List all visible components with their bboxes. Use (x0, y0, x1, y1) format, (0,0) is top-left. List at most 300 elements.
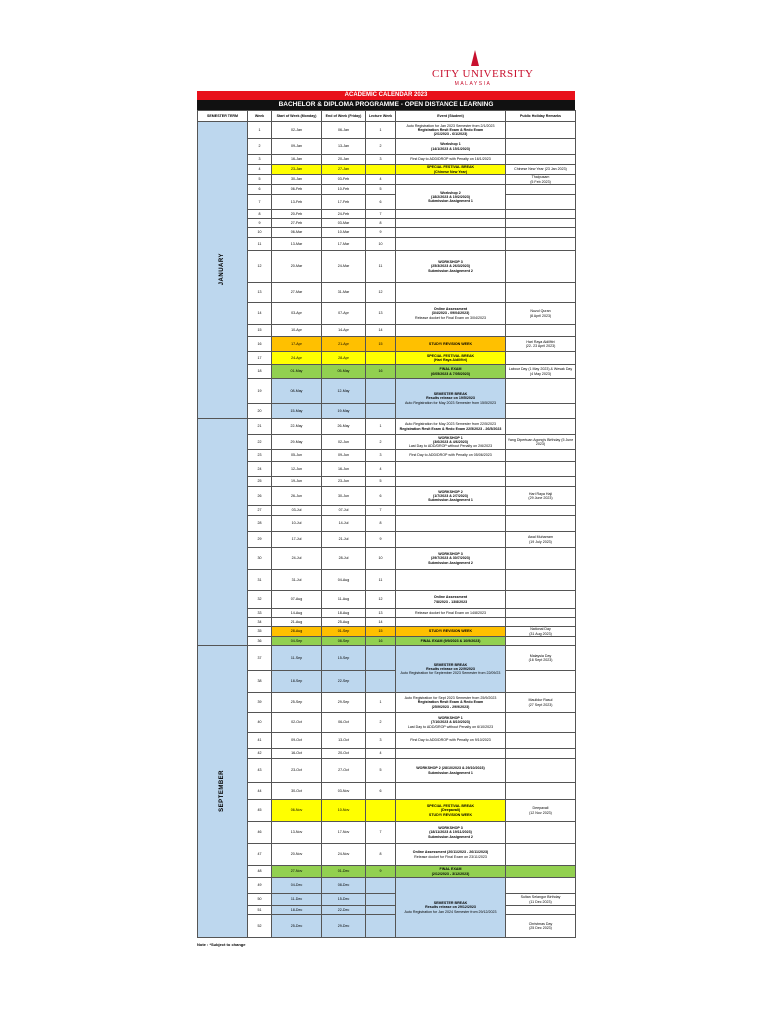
end-cell: 02-Jun (322, 435, 366, 450)
event-line: Submission Assignment 2 (428, 560, 473, 565)
lecture-cell: 12 (366, 283, 396, 303)
lecture-cell: 3 (366, 155, 396, 165)
week-cell: 23 (248, 450, 272, 462)
week-cell: 40 (248, 713, 272, 733)
event-cell (396, 419, 506, 435)
col-public-holiday: Public Holiday Remarks (506, 111, 576, 122)
holiday-line: (31 Aug 2023) (529, 631, 552, 636)
week-cell: 32 (248, 591, 272, 609)
holiday-cell (506, 303, 576, 325)
holiday-cell (506, 844, 576, 866)
end-cell: 26-May (322, 419, 366, 435)
table-row (198, 591, 576, 609)
holiday-cell (506, 618, 576, 627)
event-line: Registration Resit Exam & Redo Exam (417, 700, 484, 705)
table-row (198, 487, 576, 506)
table-row (198, 878, 576, 894)
event-cell (396, 618, 506, 627)
event-cell (396, 866, 506, 878)
holiday-cell (506, 506, 576, 516)
table-row (198, 165, 576, 175)
event-line: Release docket for Final Exam on 23/11/2023 (414, 854, 487, 859)
event-line: Submission Assignment 2 (428, 834, 473, 839)
start-cell: 11-Dec (272, 894, 322, 906)
week-cell: 42 (248, 749, 272, 759)
end-cell: 01-Dec (322, 866, 366, 878)
end-cell: 15-Sep (322, 646, 366, 671)
table-row (198, 783, 576, 800)
lecture-cell: 9 (366, 228, 396, 238)
lecture-cell: 9 (366, 532, 396, 548)
event-line: SPECIAL FESTIVAL BREAK (426, 804, 475, 809)
event-line: Auto Registration for Jan 2023 Semester from 2/1/2023 (406, 123, 495, 128)
footnote: Note : *Subject to change (197, 942, 246, 947)
col-week: Week (248, 111, 272, 122)
holiday-line: Awal Muharram (527, 535, 554, 540)
holiday-cell (506, 175, 576, 185)
end-cell: 24-Nov (322, 844, 366, 866)
table-row (198, 671, 576, 693)
end-cell: 29-Sep (322, 693, 366, 713)
end-cell: 06-Oct (322, 713, 366, 733)
table-row (198, 532, 576, 548)
col-semester-term: SEMESTER TERM (198, 111, 248, 122)
holiday-cell (506, 487, 576, 506)
end-cell: 29-Dec (322, 915, 366, 938)
end-cell: 08-Sep (322, 637, 366, 646)
week-cell: 5 (248, 175, 272, 185)
end-cell: 09-Jun (322, 450, 366, 462)
holiday-cell (506, 570, 576, 591)
week-cell: 46 (248, 822, 272, 844)
event-cell: STUDY/ REVISION WEEK (396, 337, 506, 352)
lecture-cell: 8 (366, 516, 396, 532)
holiday-cell (506, 238, 576, 251)
week-cell: 13 (248, 283, 272, 303)
table-row (198, 506, 576, 516)
start-cell: 27-Nov (272, 866, 322, 878)
table-row (198, 155, 576, 165)
start-cell: 14-Aug (272, 609, 322, 618)
col-lecture-week: Lecture Week (366, 111, 396, 122)
week-cell: 10 (248, 228, 272, 238)
week-cell: 47 (248, 844, 272, 866)
lecture-cell (366, 165, 396, 175)
start-cell: 24-Apr (272, 352, 322, 365)
lecture-cell: 6 (366, 487, 396, 506)
holiday-cell (506, 325, 576, 337)
start-cell: 04-Dec (272, 878, 322, 894)
lecture-cell (366, 906, 396, 915)
start-cell: 20-Nov (272, 844, 322, 866)
week-cell: 24 (248, 462, 272, 477)
holiday-line: (8 April 2023) (529, 313, 552, 318)
table-row (198, 283, 576, 303)
week-cell: 22 (248, 435, 272, 450)
table-row (198, 822, 576, 844)
event-line: (Chinese New Year) (433, 169, 468, 174)
holiday-line: National Day (530, 627, 551, 632)
lecture-cell (366, 878, 396, 894)
holiday-line: (16 Sept 2023) (528, 658, 553, 662)
lecture-cell: 11 (366, 570, 396, 591)
start-cell: 08-May (272, 379, 322, 404)
event-cell (396, 210, 506, 219)
event-line: (18/2/2023 & 19/2/2023) (431, 194, 470, 199)
week-cell: 41 (248, 733, 272, 749)
holiday-cell: Chinese New Year (23 Jan 2023) (506, 165, 576, 175)
start-cell: 17-Apr (272, 337, 322, 352)
holiday-cell (506, 609, 576, 618)
end-cell: 03-Mar (322, 219, 366, 228)
event-cell (396, 532, 506, 548)
holiday-line: (29 June 2023) (528, 496, 553, 500)
end-cell: 01-Sep (322, 627, 366, 637)
table-row (198, 894, 576, 906)
lecture-cell: 2 (366, 139, 396, 155)
end-cell: 03-Nov (322, 783, 366, 800)
event-line: Results release on 29/12/2023 (425, 905, 476, 910)
lecture-cell: 14 (366, 325, 396, 337)
lecture-cell: 1 (366, 122, 396, 139)
table-row (198, 251, 576, 283)
start-cell: 01-May (272, 365, 322, 379)
holiday-line: Christmas Day (528, 921, 553, 926)
event-cell (396, 219, 506, 228)
holiday-cell (506, 219, 576, 228)
end-cell: 12-May (322, 379, 366, 404)
event-cell: Release docket for Final Exam on 14/8/2023 (396, 609, 506, 618)
week-cell: 52 (248, 915, 272, 938)
event-cell (396, 591, 506, 609)
event-line: (Hari Raya Aidilfitri) (433, 358, 468, 362)
event-cell (396, 878, 506, 938)
event-cell (396, 749, 506, 759)
city-university-logo (432, 64, 534, 90)
event-cell (396, 462, 506, 477)
event-line: Auto Registration for May 2023 Semester from 15/5/2023 (404, 400, 497, 405)
lecture-cell (366, 404, 396, 419)
week-cell: 14 (248, 303, 272, 325)
lecture-cell: 4 (366, 175, 396, 185)
end-cell: 10-Mar (322, 228, 366, 238)
table-row (198, 477, 576, 487)
lecture-cell (366, 894, 396, 906)
start-cell: 02-Jan (272, 122, 322, 139)
table-row (198, 733, 576, 749)
lecture-cell: 5 (366, 759, 396, 783)
table-row (198, 450, 576, 462)
event-cell (396, 713, 506, 733)
end-cell: 07-Jul (322, 506, 366, 516)
event-line: Workshop 2 (440, 190, 461, 195)
holiday-cell (506, 419, 576, 435)
holiday-cell (506, 185, 576, 195)
week-cell: 30 (248, 548, 272, 570)
table-row (198, 404, 576, 419)
start-cell: 31-Jul (272, 570, 322, 591)
week-cell: 37 (248, 646, 272, 671)
table-row (198, 352, 576, 365)
start-cell: 25-Dec (272, 915, 322, 938)
table-row (198, 379, 576, 404)
table-row (198, 609, 576, 618)
event-line: (29/7/2023 & 30/7/2023) (431, 556, 470, 561)
event-cell (396, 759, 506, 783)
event-cell (396, 506, 506, 516)
week-cell: 26 (248, 487, 272, 506)
table-row (198, 175, 576, 185)
event-line: Workshop 1 (440, 142, 461, 147)
event-line: (2/12/2023 - 3/12/2023) (431, 871, 470, 876)
end-cell: 27-Oct (322, 759, 366, 783)
table-row (198, 759, 576, 783)
event-cell (396, 352, 506, 365)
table-row (198, 844, 576, 866)
start-cell: 26-Jun (272, 487, 322, 506)
end-cell: 28-Apr (322, 352, 366, 365)
week-cell: 11 (248, 238, 272, 251)
table-row (198, 637, 576, 646)
start-cell: 12-Jun (272, 462, 322, 477)
table-row (198, 238, 576, 251)
event-line: (3/4/2023 - 09/04/2023) (431, 311, 470, 316)
end-cell: 17-Mar (322, 238, 366, 251)
week-cell: 3 (248, 155, 272, 165)
event-line: WORKSHOP 3 (438, 552, 463, 557)
start-cell: 05-Jun (272, 450, 322, 462)
end-cell: 07-Apr (322, 303, 366, 325)
table-row (198, 219, 576, 228)
event-cell (396, 185, 506, 210)
holiday-cell (506, 283, 576, 303)
holiday-cell (506, 671, 576, 693)
end-cell: 06-Jan (322, 122, 366, 139)
start-cell: 11-Sep (272, 646, 322, 671)
holiday-cell (506, 733, 576, 749)
event-line: SEMESTER BREAK (433, 662, 468, 667)
event-cell (396, 435, 506, 450)
holiday-line: (27 Sept 2023) (528, 702, 553, 707)
lecture-cell (366, 352, 396, 365)
holiday-cell (506, 591, 576, 609)
table-row (198, 325, 576, 337)
lecture-cell: 6 (366, 783, 396, 800)
event-line: (25/9/2023 - 29/9/2023) (431, 704, 470, 709)
end-cell: 23-Jun (322, 477, 366, 487)
holiday-cell (506, 749, 576, 759)
lecture-cell: 2 (366, 713, 396, 733)
lecture-cell: 7 (366, 506, 396, 516)
event-line: Submission Assignment 1 (428, 770, 473, 775)
table-row (198, 646, 576, 671)
table-row (198, 693, 576, 713)
holiday-cell (506, 251, 576, 283)
week-cell: 51 (248, 906, 272, 915)
event-line: WORKSHOP 1 (438, 435, 463, 440)
holiday-cell (506, 228, 576, 238)
holiday-cell (506, 450, 576, 462)
logo-tower-icon (471, 50, 479, 66)
holiday-cell (506, 646, 576, 671)
holiday-line: Thaipusam (531, 175, 550, 180)
end-cell: 10-Feb (322, 185, 366, 195)
start-cell: 02-Oct (272, 713, 322, 733)
event-cell (396, 548, 506, 570)
week-cell: 29 (248, 532, 272, 548)
holiday-line: Malaysia Day (529, 653, 552, 658)
lecture-cell: 13 (366, 609, 396, 618)
week-cell: 7 (248, 195, 272, 210)
calendar-title: ACADEMIC CALENDAR 2023 (197, 91, 575, 100)
week-cell: 20 (248, 404, 272, 419)
holiday-line: Sultan Selangor Birthday (520, 895, 561, 900)
start-cell: 23-Jan (272, 165, 322, 175)
week-cell: 17 (248, 352, 272, 365)
week-cell: 39 (248, 693, 272, 713)
week-cell: 4 (248, 165, 272, 175)
end-cell: 15-Dec (322, 894, 366, 906)
holiday-cell (506, 894, 576, 906)
end-cell: 13-Oct (322, 733, 366, 749)
event-cell (396, 238, 506, 251)
event-line: FINAL EXAM (439, 367, 462, 372)
lecture-cell: 16 (366, 365, 396, 379)
week-cell: 44 (248, 783, 272, 800)
event-cell (396, 251, 506, 283)
term-september (198, 646, 248, 938)
holiday-cell (506, 878, 576, 894)
table-row (198, 365, 576, 379)
lecture-cell: 3 (366, 733, 396, 749)
event-line: Auto Registration for Jan 2024 Semester from 29/12/2023 (404, 909, 497, 914)
holiday-line: (12 Nov 2023) (529, 810, 552, 815)
end-cell: 25-Aug (322, 618, 366, 627)
start-cell: 28-Aug (272, 627, 322, 637)
end-cell: 04-Aug (322, 570, 366, 591)
lecture-cell: 7 (366, 210, 396, 219)
event-line: WORKSHOP 3 (438, 260, 463, 265)
event-cell: FINAL EXAM (9/9/2023 & 10/9/2023) (396, 637, 506, 646)
week-cell: 16 (248, 337, 272, 352)
week-cell: 33 (248, 609, 272, 618)
start-cell: 18-Dec (272, 906, 322, 915)
event-cell (396, 325, 506, 337)
holiday-cell (506, 548, 576, 570)
table-row (198, 435, 576, 450)
lecture-cell: 5 (366, 185, 396, 195)
holiday-line: Maulidur Rasul (528, 698, 553, 703)
table-row (198, 915, 576, 938)
week-cell: 28 (248, 516, 272, 532)
term-label-january: JANUARY (218, 253, 225, 286)
event-line: WORKSHOP 1 (438, 716, 463, 721)
holiday-cell (506, 337, 576, 352)
event-cell (396, 487, 506, 506)
holiday-cell (506, 155, 576, 165)
holiday-cell (506, 352, 576, 365)
start-cell: 03-Apr (272, 303, 322, 325)
col-end-of-week: End of Week (Friday) (322, 111, 366, 122)
lecture-cell: 9 (366, 866, 396, 878)
event-cell: First Day to ADD/DROP with Penalty on 9/10/2023 (396, 733, 506, 749)
start-cell: 07-Aug (272, 591, 322, 609)
event-line: WORKSHOP 3 (438, 826, 463, 831)
start-cell: 10-Apr (272, 325, 322, 337)
event-line: Auto Registration for May 2023 Semester from 22/5/2023 (404, 422, 497, 427)
week-cell: 48 (248, 866, 272, 878)
logo-country: MALAYSIA (454, 81, 492, 87)
lecture-cell: 10 (366, 238, 396, 251)
end-cell: 30-Jun (322, 487, 366, 506)
event-cell (396, 516, 506, 532)
week-cell: 2 (248, 139, 272, 155)
event-cell (396, 303, 506, 325)
table-row (198, 516, 576, 532)
holiday-cell (506, 637, 576, 646)
start-cell: 19-Jun (272, 477, 322, 487)
end-cell: 27-Jan (322, 165, 366, 175)
week-cell: 19 (248, 379, 272, 404)
start-cell: 27-Mar (272, 283, 322, 303)
table-row (198, 749, 576, 759)
table-row (198, 195, 576, 210)
start-cell: 06-Nov (272, 800, 322, 822)
event-line: WORKSHOP 2 (28/10/2023 & 29/10/2023) (416, 766, 485, 771)
end-cell: 11-Aug (322, 591, 366, 609)
week-cell: 35 (248, 627, 272, 637)
table-row (198, 303, 576, 325)
end-cell: 14-Jul (322, 516, 366, 532)
holiday-cell: Labour Day (1 May 2023) & Wesak Day (4 May 2023) (506, 365, 576, 379)
table-row (198, 337, 576, 352)
holiday-cell (506, 915, 576, 938)
event-line: Registration Resit Exam & Redo Exam 22/5/2023 - 26/5/2023 (399, 426, 502, 431)
table-row (198, 122, 576, 139)
lecture-cell (366, 379, 396, 404)
event-cell (396, 570, 506, 591)
week-cell: 18 (248, 365, 272, 379)
end-cell: 17-Nov (322, 822, 366, 844)
start-cell: 04-Sep (272, 637, 322, 646)
holiday-cell (506, 800, 576, 822)
end-cell: 14-Apr (322, 325, 366, 337)
event-line: (25/3/2023 & 26/3/2023) (431, 264, 470, 269)
table-row (198, 139, 576, 155)
event-line: (Deepavali) (440, 808, 461, 813)
event-cell: STUDY/ REVISION WEEK (396, 627, 506, 637)
logo-name: CITY UNIVERSITY (432, 68, 534, 80)
calendar-subtitle: BACHELOR & DIPLOMA PROGRAMME - OPEN DISTANCE LEARNING (197, 100, 575, 110)
end-cell: 28-Jul (322, 548, 366, 570)
holiday-line: (25 Dec 2023) (529, 926, 552, 930)
end-cell: 24-Feb (322, 210, 366, 219)
event-line: Auto Registration for Sept 2023 Semester from 25/9/2023 (404, 696, 497, 701)
event-line: (2/1/2023 - 6/1/2023) (433, 132, 468, 137)
holiday-cell: Yang Dipertuan Agong's Birthday (5 June 2023) (506, 435, 576, 450)
event-cell (396, 822, 506, 844)
holiday-cell (506, 210, 576, 219)
lecture-cell: 13 (366, 303, 396, 325)
holiday-cell (506, 122, 576, 139)
event-line: Auto Registration for September 2023 Semester from 22/09/23 (400, 671, 501, 676)
start-cell: 06-Feb (272, 185, 322, 195)
event-cell (396, 646, 506, 693)
start-cell: 23-Oct (272, 759, 322, 783)
start-cell: 09-Oct (272, 733, 322, 749)
event-line: SEMESTER BREAK (433, 392, 468, 397)
event-line: FINAL EXAM (439, 867, 462, 872)
